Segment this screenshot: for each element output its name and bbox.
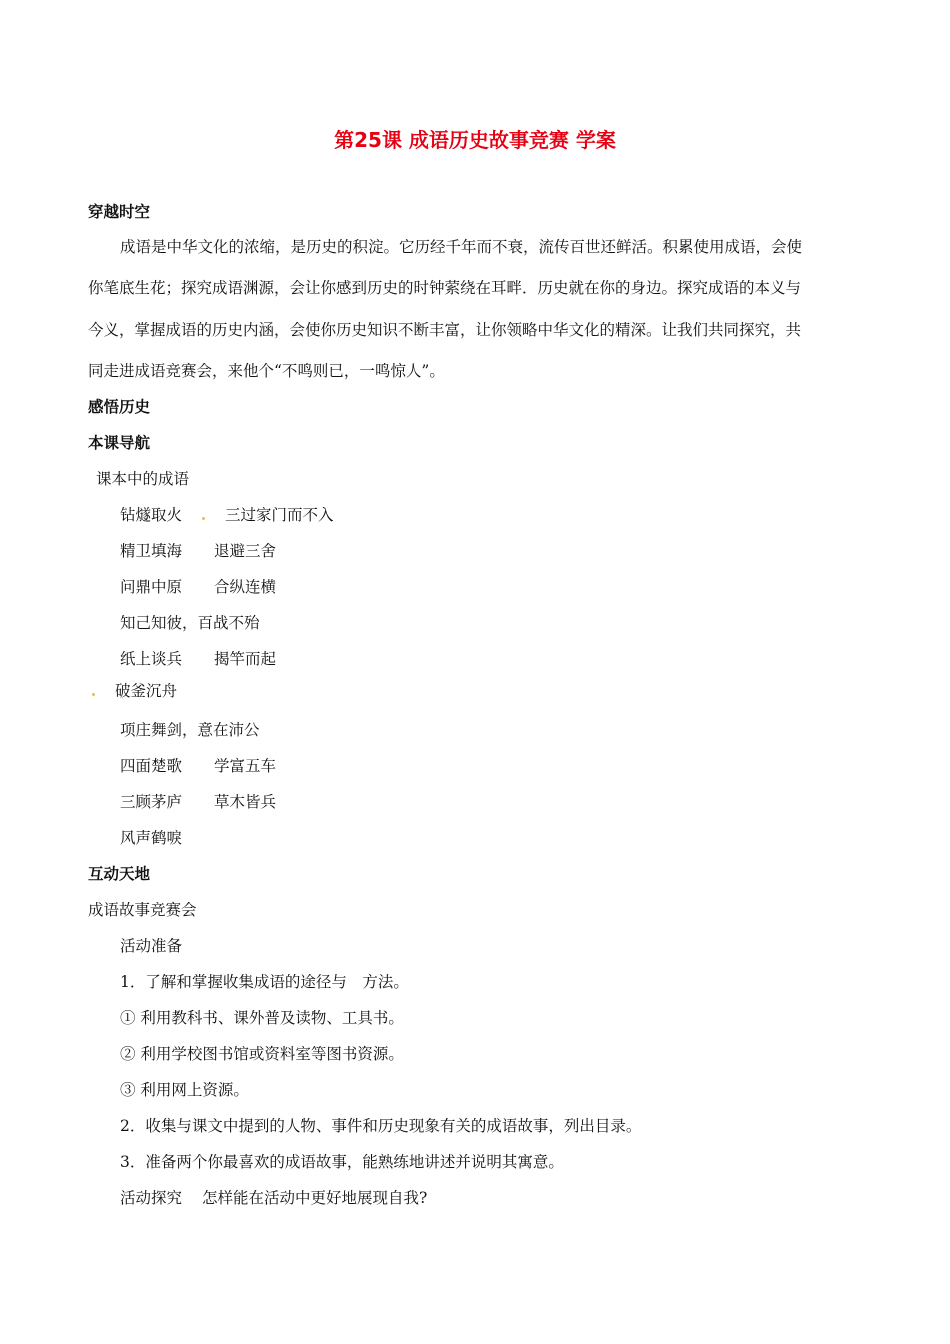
idiom: 问鼎中原 (120, 578, 183, 596)
prep-item: ① 利用教科书、课外普及读物、工具书。 (120, 1009, 404, 1027)
textbook-idioms-label: 课本中的成语 (96, 470, 190, 488)
idiom: 合纵连横 (214, 578, 277, 596)
idiom: 学富五车 (214, 757, 277, 775)
intro-line-2: 你笔底生花；探究成语渊源，会让你感到历史的时钟萦绕在耳畔．历史就在你的身边。探究成语的本义与 (88, 279, 802, 297)
idiom: 项庄舞剑，意在沛公 (120, 721, 260, 739)
idiom-row (120, 577, 276, 597)
section-heading-hudong: 互动天地 (88, 865, 151, 883)
intro-line-3: 今义，掌握成语的历史内涵，会使你历史知识不断丰富，让你领略中华文化的精深。让我们共同探究，共 (88, 321, 802, 339)
prep-label: 活动准备 (120, 937, 183, 955)
idiom: 四面楚歌 (120, 757, 183, 775)
idiom-row (120, 828, 182, 848)
prep-item: ② 利用学校图书馆或资料室等图书资源。 (120, 1045, 404, 1063)
prep-item: 1．了解和掌握收集成语的途径与 方法。 (120, 973, 409, 991)
idiom-row (120, 541, 276, 561)
idiom: 三过家门而不入 (225, 506, 334, 524)
section-heading-ganwu: 感悟历史 (88, 398, 151, 416)
intro-line-4: 同走进成语竞赛会，来他个“不鸣则已，一鸣惊人”。 (88, 362, 445, 380)
ink-speck (92, 693, 95, 696)
idiom-row (120, 792, 276, 812)
contest-label: 成语故事竞赛会 (88, 901, 197, 919)
idiom-row (92, 681, 177, 701)
idiom: 退避三舍 (214, 542, 277, 560)
idiom: 风声鹤唳 (120, 829, 183, 847)
section-heading-daohang: 本课导航 (88, 434, 151, 452)
document-title: 第25课 成语历史故事竞赛 学案 (334, 128, 616, 152)
idiom: 纸上谈兵 (120, 650, 183, 668)
idiom: 钻燧取火 (120, 506, 183, 524)
idiom: 精卫填海 (120, 542, 183, 560)
idiom: 破釜沉舟 (115, 682, 178, 700)
idiom-row (120, 649, 276, 669)
idiom: 草木皆兵 (214, 793, 277, 811)
ink-speck (202, 517, 205, 520)
explore-label: 活动探究 (120, 1189, 183, 1207)
idiom: 三顾茅庐 (120, 793, 183, 811)
idiom: 知己知彼，百战不殆 (120, 614, 260, 632)
intro-line-1: 成语是中华文化的浓缩，是历史的积淀。它历经千年而不衰，流传百世还鲜活。积累使用成语，会使 (120, 238, 803, 256)
explore-row (120, 1188, 427, 1208)
idiom: 揭竿而起 (214, 650, 277, 668)
idiom-row (120, 756, 276, 776)
prep-item: 3．准备两个你最喜欢的成语故事，能熟练地讲述并说明其寓意。 (120, 1153, 564, 1171)
prep-item: 2．收集与课文中提到的人物、事件和历史现象有关的成语故事，列出目录。 (120, 1117, 642, 1135)
prep-item: ③ 利用网上资源。 (120, 1081, 249, 1099)
idiom-row (120, 505, 334, 525)
section-heading-chuanyue: 穿越时空 (88, 203, 151, 221)
idiom-row (120, 613, 260, 633)
explore-question: 怎样能在活动中更好地展现自我? (202, 1189, 428, 1207)
idiom-row (120, 720, 260, 740)
